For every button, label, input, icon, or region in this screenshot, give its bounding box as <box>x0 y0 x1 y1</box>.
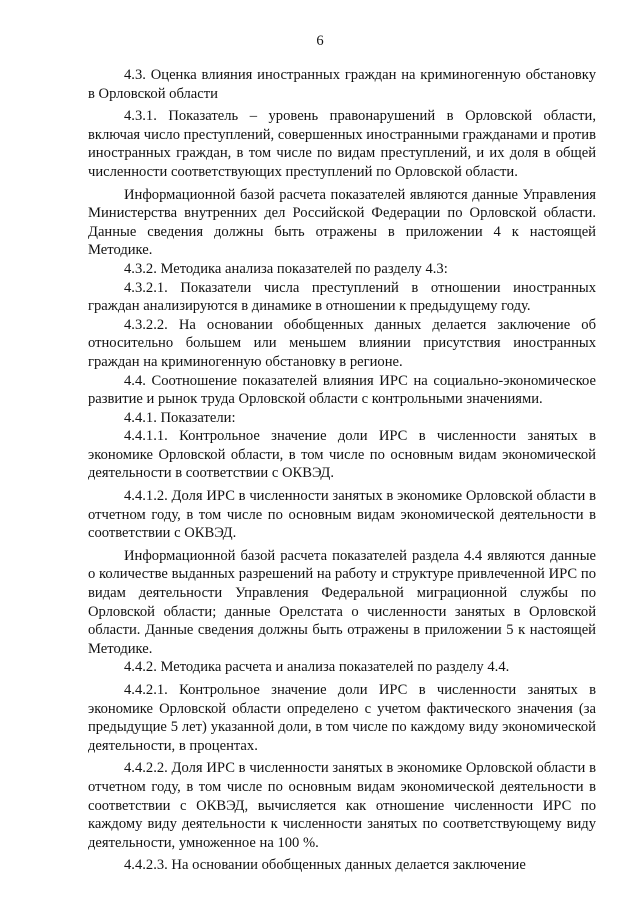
paragraph-4-4-1-1: 4.4.1.1. Контрольное значение доли ИРС в численности занятых в экономике Орловской области, в том числе по основным видам экономической деятельности в соответствии с ОКВЭД. <box>88 428 596 482</box>
paragraph-4-4-2-3: 4.4.2.3. На основании обобщенных данных делается заключение <box>124 857 526 874</box>
paragraph-4-3-2-1: 4.3.2.1. Показатели числа преступлений в отношении иностранных граждан анализируются в динамике в отношении к предыдущему году. <box>88 279 596 315</box>
paragraph-4-4-2: 4.4.2. Методика расчета и анализа показателей по разделу 4.4. <box>124 659 510 676</box>
paragraph-info-base-4-4: Информационной базой расчета показателей раздела 4.4 являются данные о количестве выданных разрешений на работу и структуре привлеченной ИРС по видам деятельности Управления Федеральной миграционной службы по Орловской области; данные Орелстата о численности занятых в Орловской области. Данные сведения должны быть отражены в приложении 5 к настоящей Методике. <box>88 547 596 657</box>
paragraph-4-4-1-2: 4.4.1.2. Доля ИРС в численности занятых в экономике Орловской области в отчетном году, в том числе по основным видам экономической деятельности в соответствии с ОКВЭД. <box>88 488 596 542</box>
paragraph-4-4-2-1: 4.4.2.1. Контрольное значение доли ИРС в численности занятых в экономике Орловской области определено с учетом фактического значения (за предыдущие 5 лет) указанной доли, в том числе по каждому виду экономической деятельности, в процентах. <box>88 682 596 754</box>
document-body <box>88 66 596 875</box>
paragraph-4-3-2-2: 4.3.2.2. На основании обобщенных данных делается заключение об относительно большем или меньшем влиянии присутствия иностранных граждан на криминогенную обстановку в регионе. <box>88 316 596 370</box>
paragraph-4-4-2-2: 4.4.2.2. Доля ИРС в численности занятых в экономике Орловской области в отчетном году, в том числе по основным видам экономической деятельности в соответствии с ОКВЭД, вычисляется как отношение численности ИРС по каждому виду деятельности к численности занятых по соответствующему виду деятельности, умноженное на 100 %. <box>88 760 596 851</box>
paragraph-4-3-1: 4.3.1. Показатель – уровень правонарушений в Орловской области, включая число преступлений, совершенных иностранными гражданами и против иностранных граждан, в том числе по видам преступлений, и их доля в общей численности соответствующих преступлений по Орловской области. <box>88 108 596 180</box>
paragraph-4-4-1: 4.4.1. Показатели: <box>124 409 236 426</box>
paragraph-4-3-2: 4.3.2. Методика анализа показателей по разделу 4.3: <box>124 260 448 277</box>
section-heading-4-4: 4.4. Соотношение показателей влияния ИРС на социально-экономическое развитие и рынок труда Орловской области с контрольными значениями. <box>88 372 596 408</box>
paragraph-info-base-4-3: Информационной базой расчета показателей являются данные Управления Министерства внутренних дел Российской Федерации по Орловской области. Данные сведения должны быть отражены в приложении 4 к настоящей Методике. <box>88 186 596 259</box>
page-number: 6 <box>316 33 324 49</box>
section-heading-4-3: 4.3. Оценка влияния иностранных граждан на криминогенную обстановку в Орловской области <box>88 67 596 102</box>
